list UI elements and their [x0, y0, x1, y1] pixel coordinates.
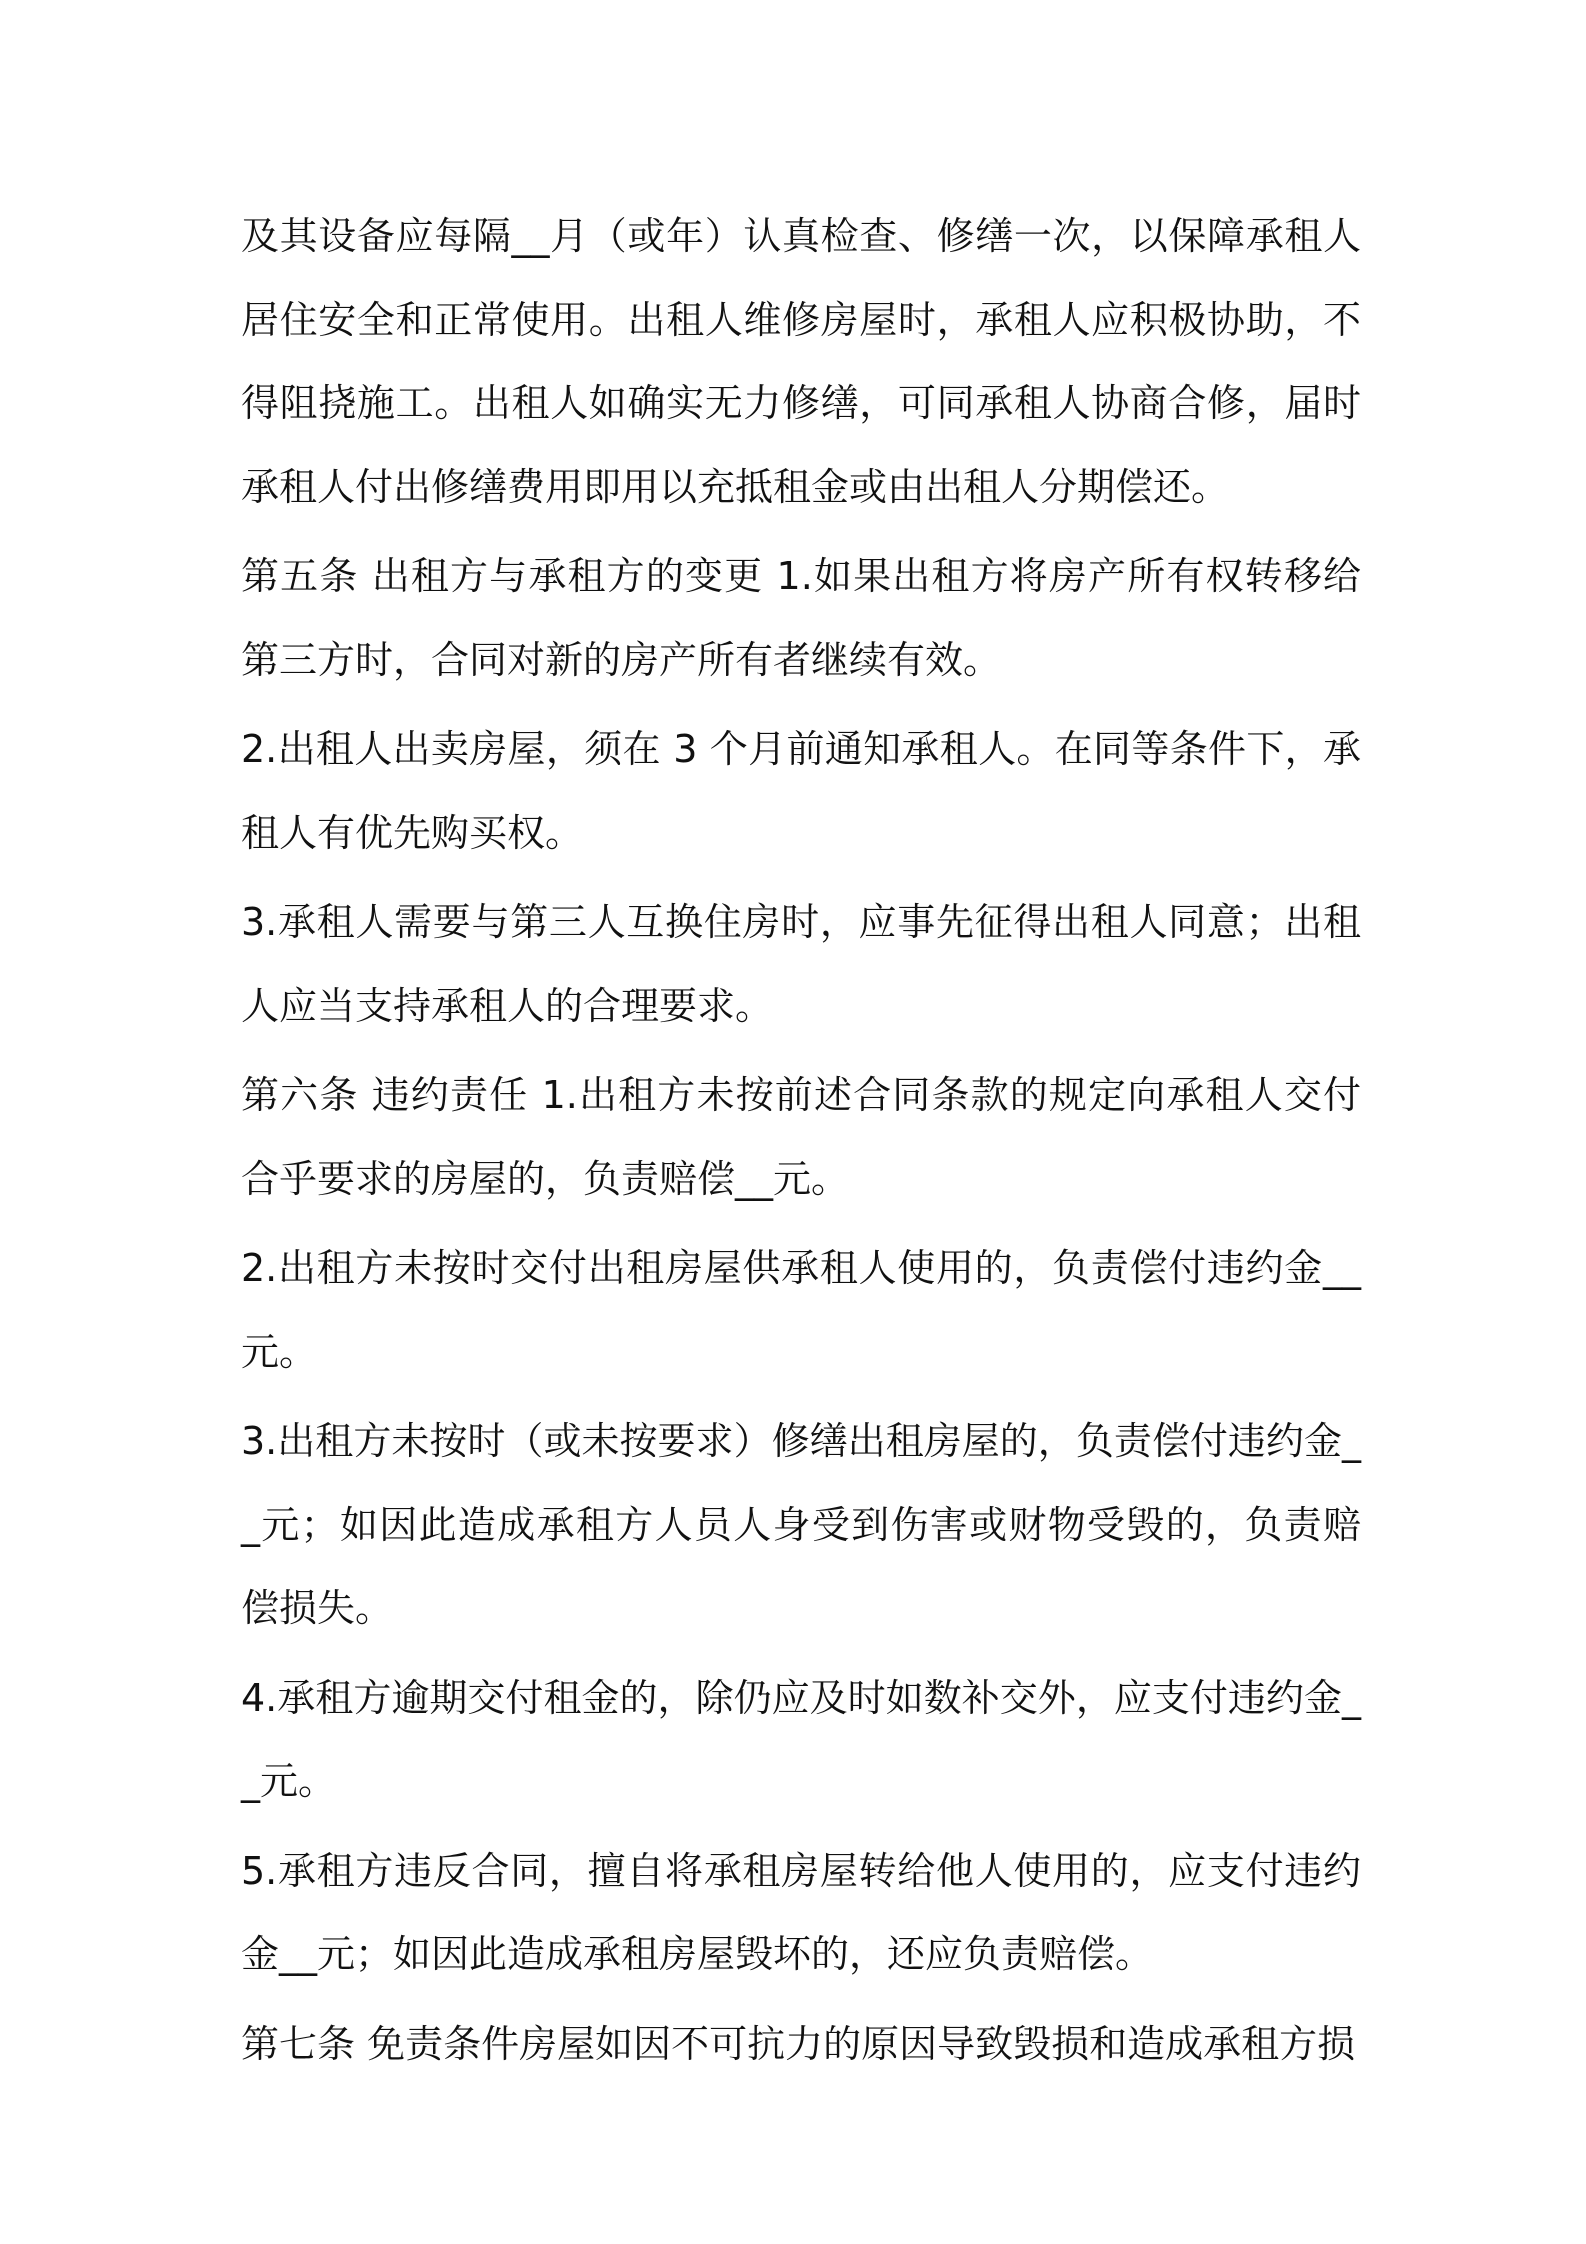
paragraph-article-5-change: 第五条 出租方与承租方的变更 1.如果出租方将房产所有权转移给第三方时，合同对新的房产所有者继续有效。 [241, 554, 1361, 682]
paragraph-article-5-item-3: 3.承租人需要与第三人互换住房时，应事先征得出租人同意；出租人应当支持承租人的合理要求。 [241, 900, 1361, 1028]
paragraph-article-6-liability: 第六条 违约责任 1.出租方未按前述合同条款的规定向承租人交付合乎要求的房屋的，负责赔偿__元。 [241, 1073, 1361, 1201]
paragraph-article-6-item-2: 2.出租方未按时交付出租房屋供承租人使用的，负责偿付违约金__元。 [241, 1246, 1361, 1374]
paragraph-article-6-item-4: 4.承租方逾期交付租金的，除仍应及时如数补交外，应支付违约金__元。 [241, 1675, 1361, 1803]
paragraph-repair-obligation: 及其设备应每隔__月（或年）认真检查、修缮一次，以保障承租人居住安全和正常使用。出租人维修房屋时，承租人应积极协助，不得阻挠施工。出租人如确实无力修缮，可同承租人协商合修，届时承租人付出修缮费用即用以充抵租金或由出租人分期偿还。 [241, 214, 1361, 509]
paragraph-article-6-item-5: 5.承租方违反合同，擅自将承租房屋转给他人使用的，应支付违约金__元；如因此造成承租房屋毁坏的，还应负责赔偿。 [241, 1848, 1361, 1976]
paragraph-article-6-item-3: 3.出租方未按时（或未按要求）修缮出租房屋的，负责偿付违约金__元；如因此造成承租方人员人身受到伤害或财物受毁的，负责赔偿损失。 [241, 1419, 1361, 1630]
document-body [241, 195, 1361, 2092]
paragraph-article-7-exemption: 第七条 免责条件房屋如因不可抗力的原因导致毁损和造成承租方损 [241, 2021, 1356, 2066]
paragraph-article-5-item-2: 2.出租人出卖房屋，须在 3 个月前通知承租人。在同等条件下，承租人有优先购买权。 [241, 727, 1361, 855]
